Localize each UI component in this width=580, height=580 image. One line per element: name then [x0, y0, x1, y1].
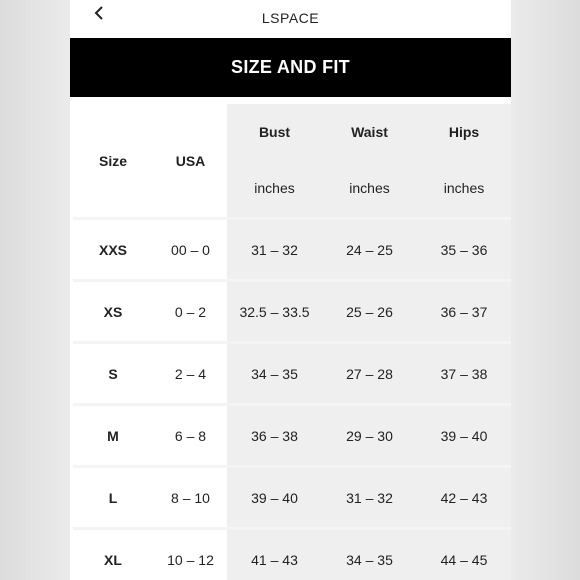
size-and-fit-banner	[70, 38, 511, 97]
bust-cell: 32.5 – 33.5	[227, 282, 322, 341]
unit-hips: inches	[417, 159, 511, 217]
usa-cell: 8 – 10	[156, 468, 225, 527]
size-cell: S	[73, 344, 153, 403]
bust-cell: 41 – 43	[227, 530, 322, 580]
bust-cell: 39 – 40	[227, 468, 322, 527]
size-chart-table	[73, 104, 511, 580]
bust-cell: 36 – 38	[227, 406, 322, 465]
waist-cell: 27 – 28	[322, 344, 417, 403]
units-row	[227, 159, 511, 217]
size-cell: XXS	[73, 220, 153, 279]
waist-cell: 31 – 32	[322, 468, 417, 527]
background-left	[0, 0, 70, 580]
hips-cell: 36 – 37	[417, 282, 511, 341]
measure-header-row	[227, 104, 511, 159]
header-bust: Bust	[227, 104, 322, 159]
size-cell: XS	[73, 282, 153, 341]
banner-title: SIZE AND FIT	[231, 57, 350, 77]
unit-waist: inches	[322, 159, 417, 217]
usa-cell: 0 – 2	[156, 282, 225, 341]
size-cell: XL	[73, 530, 153, 580]
usa-cell: 00 – 0	[156, 220, 225, 279]
waist-cell: 25 – 26	[322, 282, 417, 341]
brand-title: LSPACE	[261, 10, 320, 26]
table-header	[73, 104, 511, 217]
header-usa: USA	[156, 104, 225, 217]
table-row	[73, 530, 511, 580]
waist-cell: 34 – 35	[322, 530, 417, 580]
table-row	[73, 406, 511, 465]
hips-cell: 37 – 38	[417, 344, 511, 403]
app-screen	[70, 0, 511, 580]
usa-cell: 2 – 4	[156, 344, 225, 403]
usa-cell: 10 – 12	[156, 530, 225, 580]
hips-cell: 44 – 45	[417, 530, 511, 580]
bust-cell: 34 – 35	[227, 344, 322, 403]
hips-cell: 35 – 36	[417, 220, 511, 279]
size-cell: M	[73, 406, 153, 465]
waist-cell: 29 – 30	[322, 406, 417, 465]
header-size: Size	[73, 104, 153, 217]
top-bar	[70, 0, 511, 38]
table-row	[73, 468, 511, 527]
waist-cell: 24 – 25	[322, 220, 417, 279]
header-waist: Waist	[322, 104, 417, 159]
table-row	[73, 282, 511, 341]
background-right	[511, 0, 580, 580]
table-row	[73, 220, 511, 279]
table-row	[73, 344, 511, 403]
hips-cell: 39 – 40	[417, 406, 511, 465]
bust-cell: 31 – 32	[227, 220, 322, 279]
unit-bust: inches	[227, 159, 322, 217]
size-cell: L	[73, 468, 153, 527]
header-hips: Hips	[417, 104, 511, 159]
usa-cell: 6 – 8	[156, 406, 225, 465]
hips-cell: 42 – 43	[417, 468, 511, 527]
